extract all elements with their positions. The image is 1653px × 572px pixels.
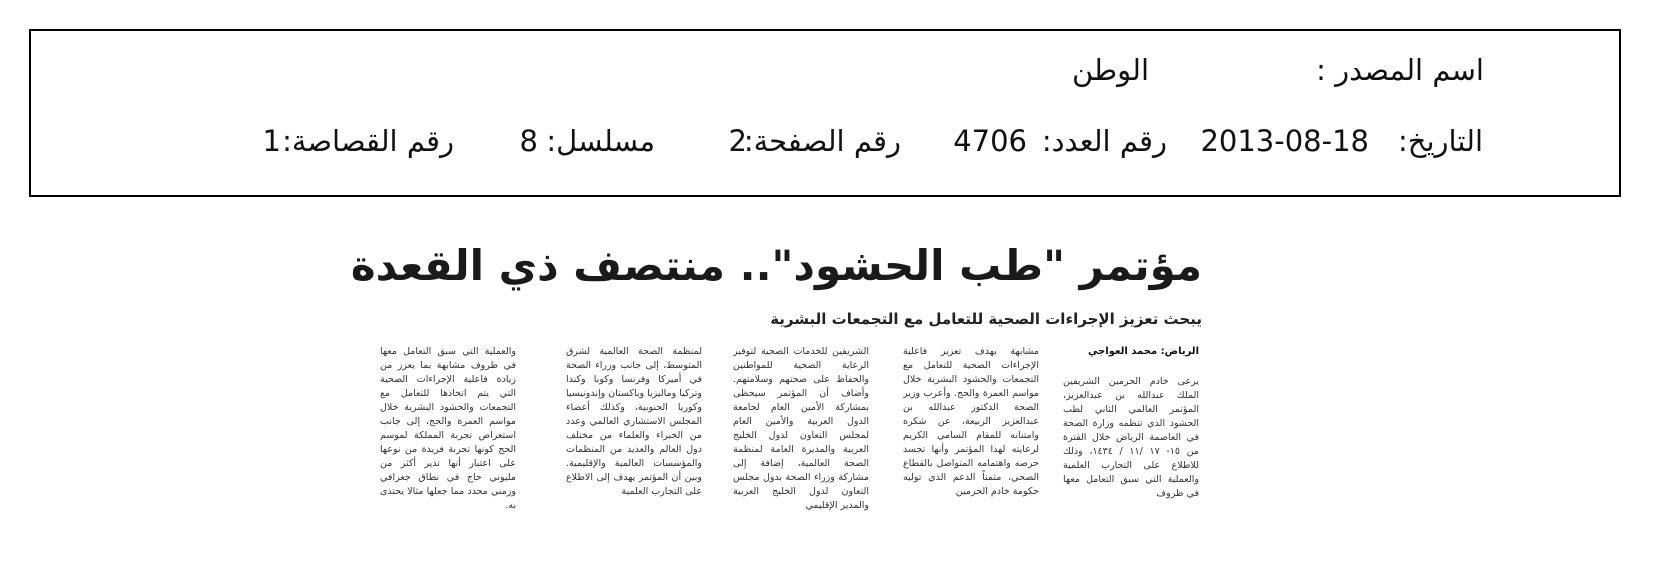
article-column-2 — [903, 345, 1039, 523]
column-2-text: مشابهة بهدف تعزيز فاعلية الإجراءات الصحية للتعامل مع التجمعات والحشود البشرية خلال مواسم العمرة والحج. وأعرب وزير الصحة الدكتور عبدالله بن عبدالعزيز الربيعة، عن شكره وامتنانه للمقام السامي الكريم لرعايته لهذا المؤتمر وأنها تجسد حرصه واهتمامه المتواصل بالقطاع الصحي، مثمناً الدعم الذي توليه حكومة خادم الحرمين — [903, 346, 1039, 497]
issue-label: رقم العدد: — [1041, 124, 1167, 158]
serial-value: 8 — [519, 124, 538, 158]
date-value: 2013-08-18 — [1200, 124, 1369, 158]
page-label: رقم الصفحة: — [743, 124, 901, 158]
article-column-3 — [733, 345, 869, 523]
source-label: اسم المصدر : — [1316, 53, 1484, 87]
issue-value: 4706 — [953, 124, 1027, 158]
clipping-info-box — [29, 29, 1621, 197]
column-1-text: يرعى خادم الحرمين الشريفين الملك عبدالله بن عبدالعزيز، المؤتمر العالمي الثاني لطب الحشود الذي تنظمه وزارة الصحة في العاصمة الرياض خلال الفترة من ١٥- ١٧ /١١ / ١٤٣٤، وذلك للاطلاع على التجارب العلمية والعملية التي سبق التعامل معها في ظروف — [1063, 376, 1199, 499]
article-headline: مؤتمر "طب الحشود".. منتصف ذي القعدة — [350, 241, 1202, 290]
column-3-text: الشريفين للخدمات الصحية لتوفير الرعاية الصحية للمواطنين والحفاظ على صحتهم وسلامتهم. وأضاف أن المؤتمر سيحظى بمشاركة الأمين العام لجامعة الدول العربية والأمين العام لمجلس التعاون لدول الخليج العربية والمديرة العامة لمنظمة الصحة العالمية، إضافة إلى مشاركة وزراء الصحة بدول مجلس التعاون لدول الخليج العربية والمدير الإقليمي — [733, 346, 869, 511]
article-column-5 — [380, 345, 516, 523]
column-5-text: والعملية التي سبق التعامل معها في ظروف مشابهة بما يعزز من زيادة فاعلية الإجراءات الصحية التي يتم اتخاذها للتعامل مع التجمعات والحشود البشرية خلال مواسم العمرة والحج، إلى جانب استعراض تجربة المملكة لموسم الحج كونها تجربة فريدة من نوعها على اعتبار أنها تدير أكثر من مليوني حاج في نطاق جغرافي وزمني محدد مما جعلها مثالا يحتذى به. — [380, 346, 516, 511]
serial-label: مسلسل: — [546, 124, 655, 158]
clip-value: 1 — [262, 124, 281, 158]
source-value: الوطن — [1071, 53, 1149, 87]
article-subheadline: يبحث تعزيز الإجراءات الصحية للتعامل مع التجمعات البشرية — [770, 310, 1202, 328]
article-byline: الرياض: محمد العواجي — [1087, 346, 1199, 357]
page-value: 2 — [728, 124, 747, 158]
article-column-4 — [566, 345, 702, 523]
article-column-1 — [1063, 345, 1199, 523]
column-4-text: لمنظمة الصحة العالمية لشرق المتوسط، إلى جانب وزراء الصحة في أميركا وفرنسا وكوبا وكندا وتركيا وماليزيا وباكستان وإندونيسيا وكوريا الجنوبية، وكذلك أعضاء المجلس الاستشاري العالمي وعدد من الخبراء والعلماء من مختلف دول العالم والعديد من المنظمات والمؤسسات العالمية والإقليمية. وبين أن المؤتمر يهدف إلى الاطلاع على التجارب العلمية — [566, 346, 702, 497]
date-label: التاريخ: — [1397, 124, 1483, 158]
clip-label: رقم القصاصة: — [282, 124, 454, 158]
